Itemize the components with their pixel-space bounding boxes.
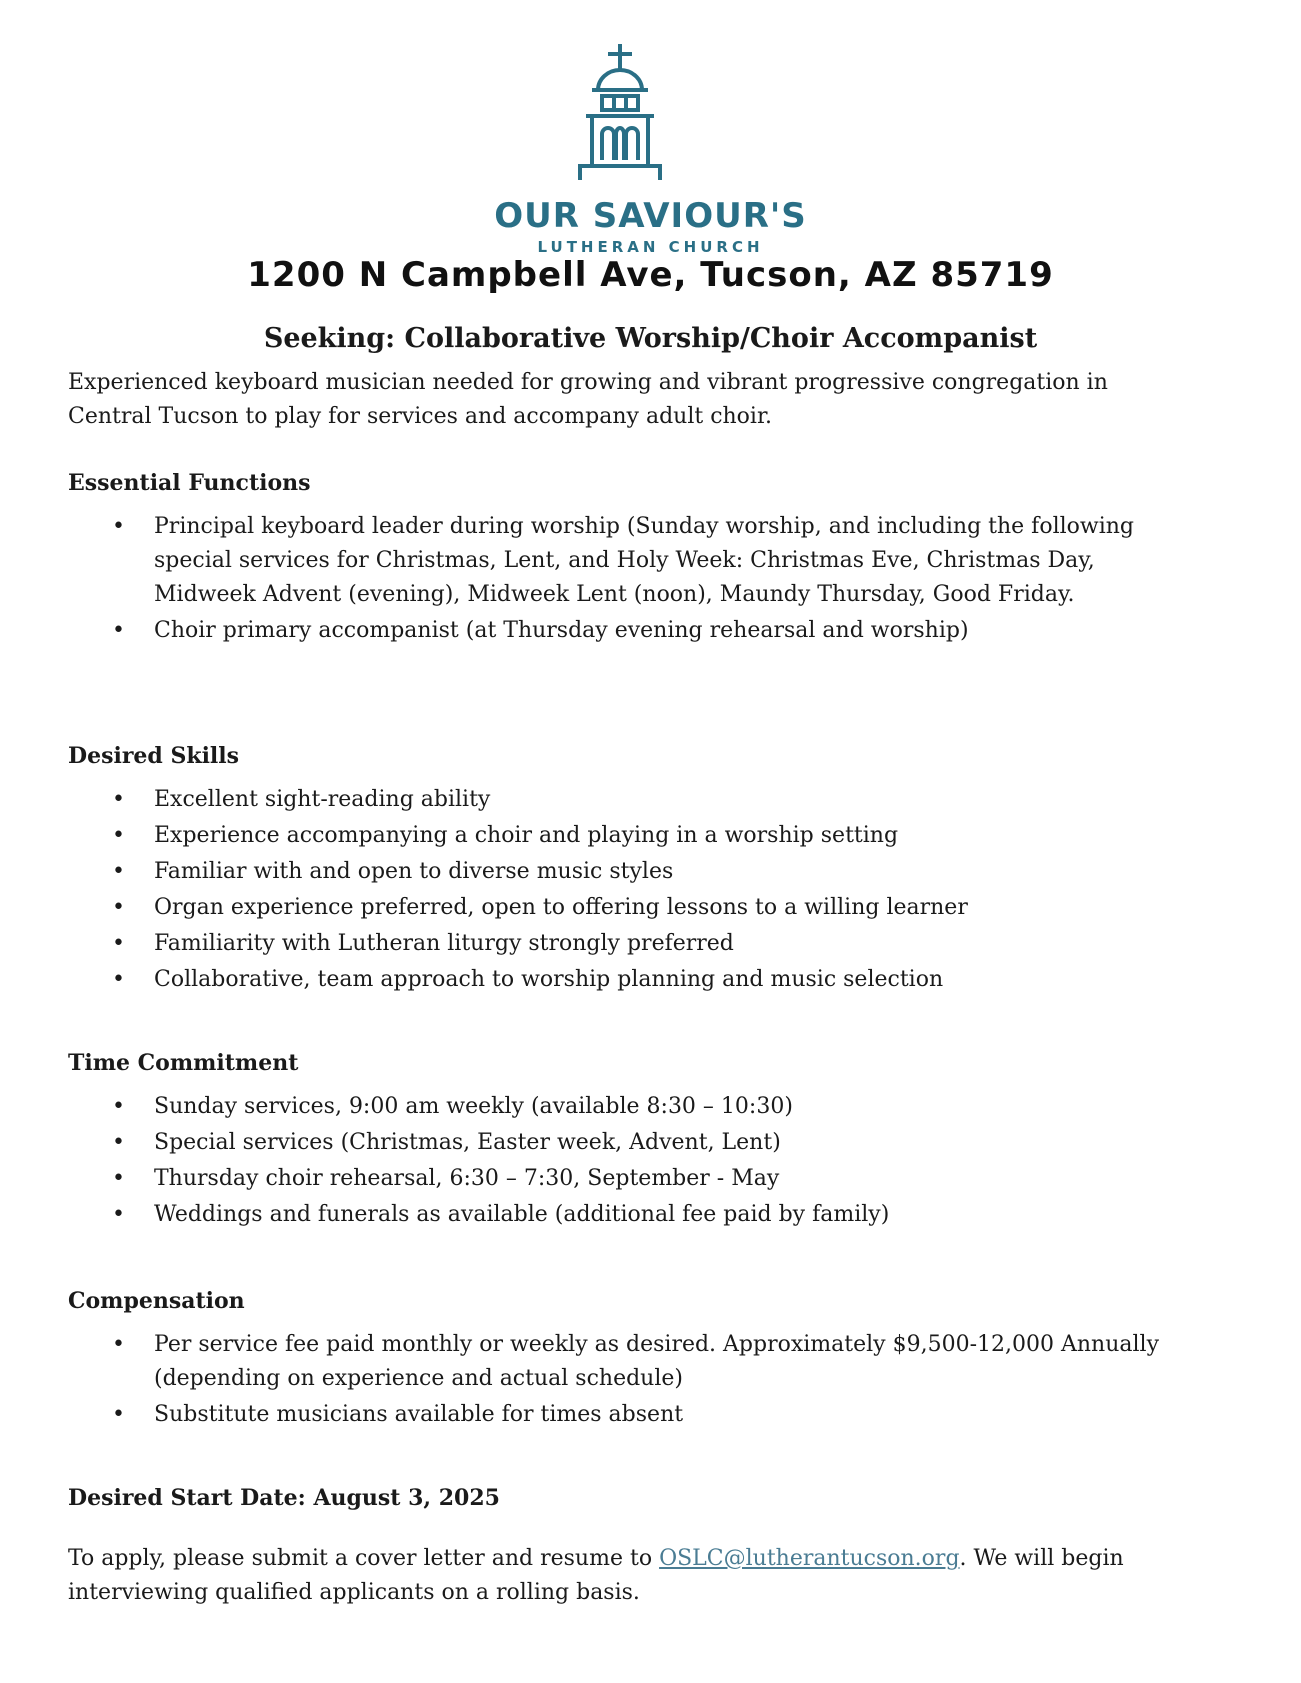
bullet-icon: • xyxy=(112,1130,125,1155)
bullet-icon: • xyxy=(112,931,125,956)
list-item: • Principal keyboard leader during worship (Sunday worship, and including the following special services for Christmas, Lent, and Holy Week: Christmas Eve, Christmas Day, Midweek Advent (evening), Midweek Lent (noon), Maundy Thursday, Good Friday. xyxy=(68,510,1188,612)
bullet-icon: • xyxy=(112,1166,125,1191)
bullet-icon: • xyxy=(112,1094,125,1119)
list-item: • Substitute musicians available for times absent xyxy=(68,1398,1188,1432)
list-item: • Collaborative, team approach to worship planning and music selection xyxy=(68,963,1188,997)
bullet-icon: • xyxy=(112,895,125,920)
bullet-icon: • xyxy=(112,859,125,884)
section-title-compensation: Compensation xyxy=(68,1288,245,1314)
list-item: • Special services (Christmas, Easter week, Advent, Lent) xyxy=(68,1126,1188,1160)
bullet-icon: • xyxy=(112,1332,125,1357)
list-item: • Weddings and funerals as available (additional fee paid by family) xyxy=(68,1198,1188,1232)
church-subtitle-logo-text: LUTHERAN CHURCH xyxy=(537,238,764,256)
desired-skills-list xyxy=(68,783,1188,999)
list-item: • Excellent sight-reading ability xyxy=(68,783,1188,817)
bullet-icon: • xyxy=(112,618,125,643)
bullet-icon: • xyxy=(112,967,125,992)
desired-start-date: Desired Start Date: August 3, 2025 xyxy=(68,1485,500,1511)
bullet-icon: • xyxy=(112,823,125,848)
bullet-icon: • xyxy=(112,514,125,539)
bullet-icon: • xyxy=(112,1402,125,1427)
list-item: • Thursday choir rehearsal, 6:30 – 7:30, September - May xyxy=(68,1162,1188,1196)
list-item: • Familiarity with Lutheran liturgy strongly preferred xyxy=(68,927,1188,961)
list-item: • Experience accompanying a choir and playing in a worship setting xyxy=(68,819,1188,853)
church-address: 1200 N Campbell Ave, Tucson, AZ 85719 xyxy=(247,255,1054,295)
list-item: • Per service fee paid monthly or weekly as desired. Approximately $9,500-12,000 Annually (depending on experience and actual schedule) xyxy=(68,1328,1188,1396)
church-logo-icon xyxy=(560,44,680,184)
compensation-list xyxy=(68,1328,1188,1434)
list-item: • Organ experience preferred, open to offering lessons to a willing learner xyxy=(68,891,1188,925)
list-item: • Sunday services, 9:00 am weekly (available 8:30 – 10:30) xyxy=(68,1090,1188,1124)
list-item: • Choir primary accompanist (at Thursday evening rehearsal and worship) xyxy=(68,614,1188,648)
bullet-icon: • xyxy=(112,787,125,812)
church-name-logo-text: OUR SAVIOUR'S xyxy=(494,196,807,236)
list-item: • Familiar with and open to diverse music styles xyxy=(68,855,1188,889)
essential-functions-list xyxy=(68,510,1188,650)
time-commitment-list xyxy=(68,1090,1188,1234)
section-title-time-commitment: Time Commitment xyxy=(68,1050,299,1076)
job-heading: Seeking: Collaborative Worship/Choir Accompanist xyxy=(263,323,1038,354)
intro-paragraph: Experienced keyboard musician needed for growing and vibrant progressive congregation in Central Tucson to play for services and accompany adult choir. xyxy=(68,370,1108,429)
section-title-desired-skills: Desired Skills xyxy=(68,743,240,769)
bullet-icon: • xyxy=(112,1202,125,1227)
email-link[interactable]: OSLC@lutherantucson.org xyxy=(659,1546,960,1571)
apply-paragraph: To apply, please submit a cover letter and resume to OSLC@lutherantucson.org. We will begin interviewing qualified applicants on a rolling basis. xyxy=(68,1546,1124,1605)
section-title-essential-functions: Essential Functions xyxy=(68,470,311,496)
